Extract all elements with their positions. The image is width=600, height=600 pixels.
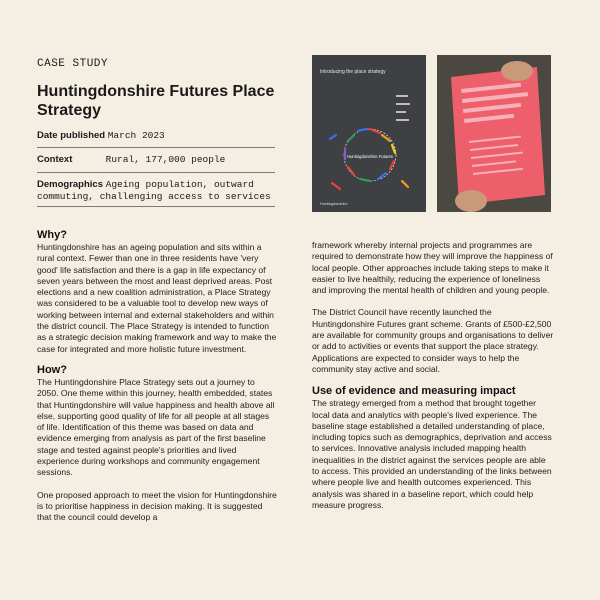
poster-header: Introducing the place strategy (320, 69, 386, 75)
poster-photo (312, 55, 426, 212)
leaflet-photo (437, 55, 551, 212)
evidence-heading: Use of evidence and measuring impact (312, 385, 516, 398)
how-paragraph-1: The Huntingdonshire Place Strategy sets out a journey to 2050. One theme within this journey, health embedded, states that Huntingdonshire will value happiness and health above all else, supporting good quality of life for all people at all stages of life. Identification of this theme was based on data and evidence emerging from analysis as part of the first baseline stage and tested against people's priorities and lived experience during workshops and community engagement sessions. (37, 376, 275, 478)
context-key: Context (37, 154, 73, 165)
right-column (312, 240, 554, 511)
meta-date (37, 130, 275, 142)
context-value: Rural, 177,000 people (105, 154, 226, 165)
right-paragraph-1: framework whereby internal projects and programmes are required to demonstrate how they will improve the happiness of local people. Other approaches include taking steps to make it easier to live healthily, reducing the experience of loneliness and improving the mental health of children and young people. (312, 240, 553, 296)
divider (37, 172, 275, 173)
how-paragraph-2: One proposed approach to meet the vision for Huntingdonshire is to prioritise happiness in decision making. It is suggested that the council could develop a (37, 489, 277, 523)
evidence-paragraph: The strategy emerged from a method that brought together local data and analytics with people's lived experience. The baseline stage established a detailed understanding of place, including topics such as demographics, deprivation and access to services. Innovative analysis included mapping health inequalities in the district against the services people are able to access. This provided an understanding of the links between where people live and health outcomes experienced. This analysis was shared in a baseline report, which could help measure progress. (312, 398, 552, 510)
page-title: Huntingdonshire Futures Place Strategy (37, 83, 275, 119)
poster-graphic (312, 55, 426, 212)
why-paragraph: Huntingdonshire has an ageing population and sits within a rural context. Fewer than one in three residents have 'very good' life satisfaction and there is a gap in life expectancy of seven years between the most and least deprived areas. Post elections and a new coalition administration, a Place Strategy was considered to be a valuable tool to develop new ways of working between internal and external stakeholders and within the district council. The Place Strategy is intended to function as a strategic decision making framework and way to make the case for integrated and more holistic future investment. (37, 242, 277, 354)
date-key: Date published (37, 130, 106, 141)
date-value: March 2023 (107, 130, 165, 141)
why-heading: Why? (37, 229, 67, 241)
meta-context (37, 154, 275, 166)
hand-top (501, 61, 533, 81)
poster-dashes (330, 129, 408, 189)
leaflet-graphic (437, 55, 551, 212)
left-column (37, 228, 277, 524)
poster-brand: Huntingdonshire (320, 202, 348, 206)
hand-bottom (455, 190, 487, 212)
poster-center-text: Huntingdonshire Futures (347, 154, 393, 159)
meta-demographics (37, 179, 275, 203)
divider (37, 206, 275, 207)
case-study-label: CASE STUDY (37, 58, 109, 70)
divider (37, 147, 275, 148)
right-paragraph-2: The District Council have recently launched the Huntingdonshire Futures grant scheme. Grants of £500-£2,500 are available for community groups and organisations to deliver or add to activities or events that support the place strategy. Applications are expected to consider ways to help the community stay active and social. (312, 307, 554, 374)
demographics-key: Demographics (37, 179, 103, 190)
demographics-value: Ageing population, outward commuting, challenging access to services (37, 179, 271, 202)
poster-notes (396, 95, 410, 121)
how-heading: How? (37, 363, 67, 376)
